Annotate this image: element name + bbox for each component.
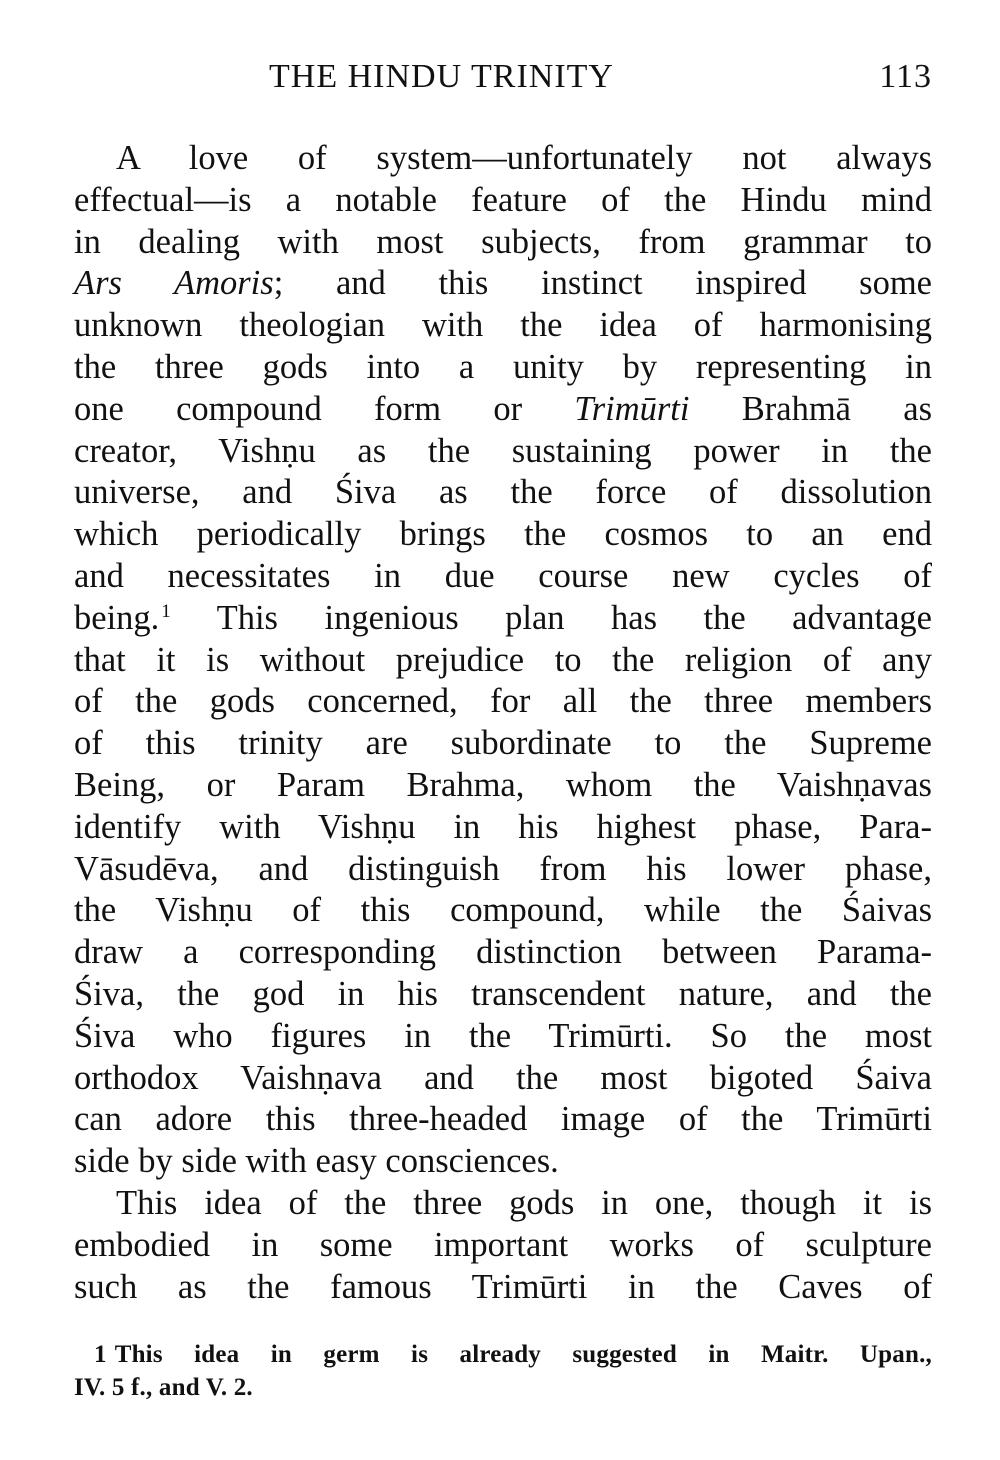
footnote [74,1338,932,1404]
text-line: and necessitates in due course new cycles of [74,556,932,595]
text-line [74,389,932,431]
text-line: Vāsudēva, and distinguish from his lower phase, [74,849,932,888]
footnote-reference[interactable]: 1 [161,600,171,622]
text-line: the three gods into a unity by representing in [74,347,932,386]
text-line: which periodically brings the cosmos to an end [74,515,932,554]
text-line [74,263,932,305]
running-title: THE HINDU TRINITY [269,58,614,95]
text-span: being. [74,598,160,637]
text-line: This idea of the three gods in one, though it is [116,1183,932,1222]
text-span: This idea in germ is already suggested in Maitr. Upan., [114,1341,932,1369]
text-line: identify with Vishṇu in his highest phase, Para- [74,807,932,846]
text-line: orthodox Vaishṇava and the most bigoted Śaiva [74,1058,932,1097]
text-line: draw a corresponding distinction between Parama- [74,933,932,972]
body-text [74,138,932,1308]
text-line: unknown theologian with the idea of harmonising [74,306,932,345]
text-span: Brahmā as [689,389,933,428]
text-span: one compound form or [74,389,575,428]
paragraph-2 [74,1183,932,1308]
book-page [74,58,932,1404]
text-line: the Vishṇu of this compound, while the Śaivas [74,891,932,930]
footnote-marker: 1 [94,1341,107,1369]
text-line: that it is without prejudice to the religion of any [74,640,932,679]
page-number: 113 [879,58,932,95]
italic-title: Ars Amoris [74,264,274,303]
text-line: such as the famous Trimūrti in the Caves of [74,1267,932,1306]
text-line: effectual—is a notable feature of the Hindu mind [74,180,932,219]
text-span: This ingenious plan has the advantage [170,598,932,637]
text-line: in dealing with most subjects, from grammar to [74,222,932,261]
text-line [74,598,932,640]
text-line: A love of system—unfortunately not always [116,139,932,177]
text-line: Śiva who figures in the Trimūrti. So the most [74,1016,932,1055]
text-span: ; and this instinct inspired some [273,264,932,303]
text-line: can adore this three-headed image of the Trimūrti [74,1100,932,1139]
text-line: of this trinity are subordinate to the Supreme [74,724,932,763]
paragraph-1 [74,138,932,1183]
footnote-line [74,1338,932,1371]
text-line: Being, or Param Brahma, whom the Vaishṇavas [74,765,932,804]
text-line: of the gods concerned, for all the three members [74,682,932,721]
text-line: Śiva, the god in his transcendent nature, and the [74,974,932,1013]
running-header [74,58,932,106]
footnote-line: IV. 5 f., and V. 2. [74,1374,253,1402]
text-line: embodied in some important works of sculpture [74,1225,932,1264]
text-line: side by side with easy consciences. [74,1142,559,1181]
text-line: universe, and Śiva as the force of dissolution [74,473,932,512]
italic-term: Trimūrti [574,389,690,428]
text-line: creator, Vishṇu as the sustaining power in the [74,431,932,470]
